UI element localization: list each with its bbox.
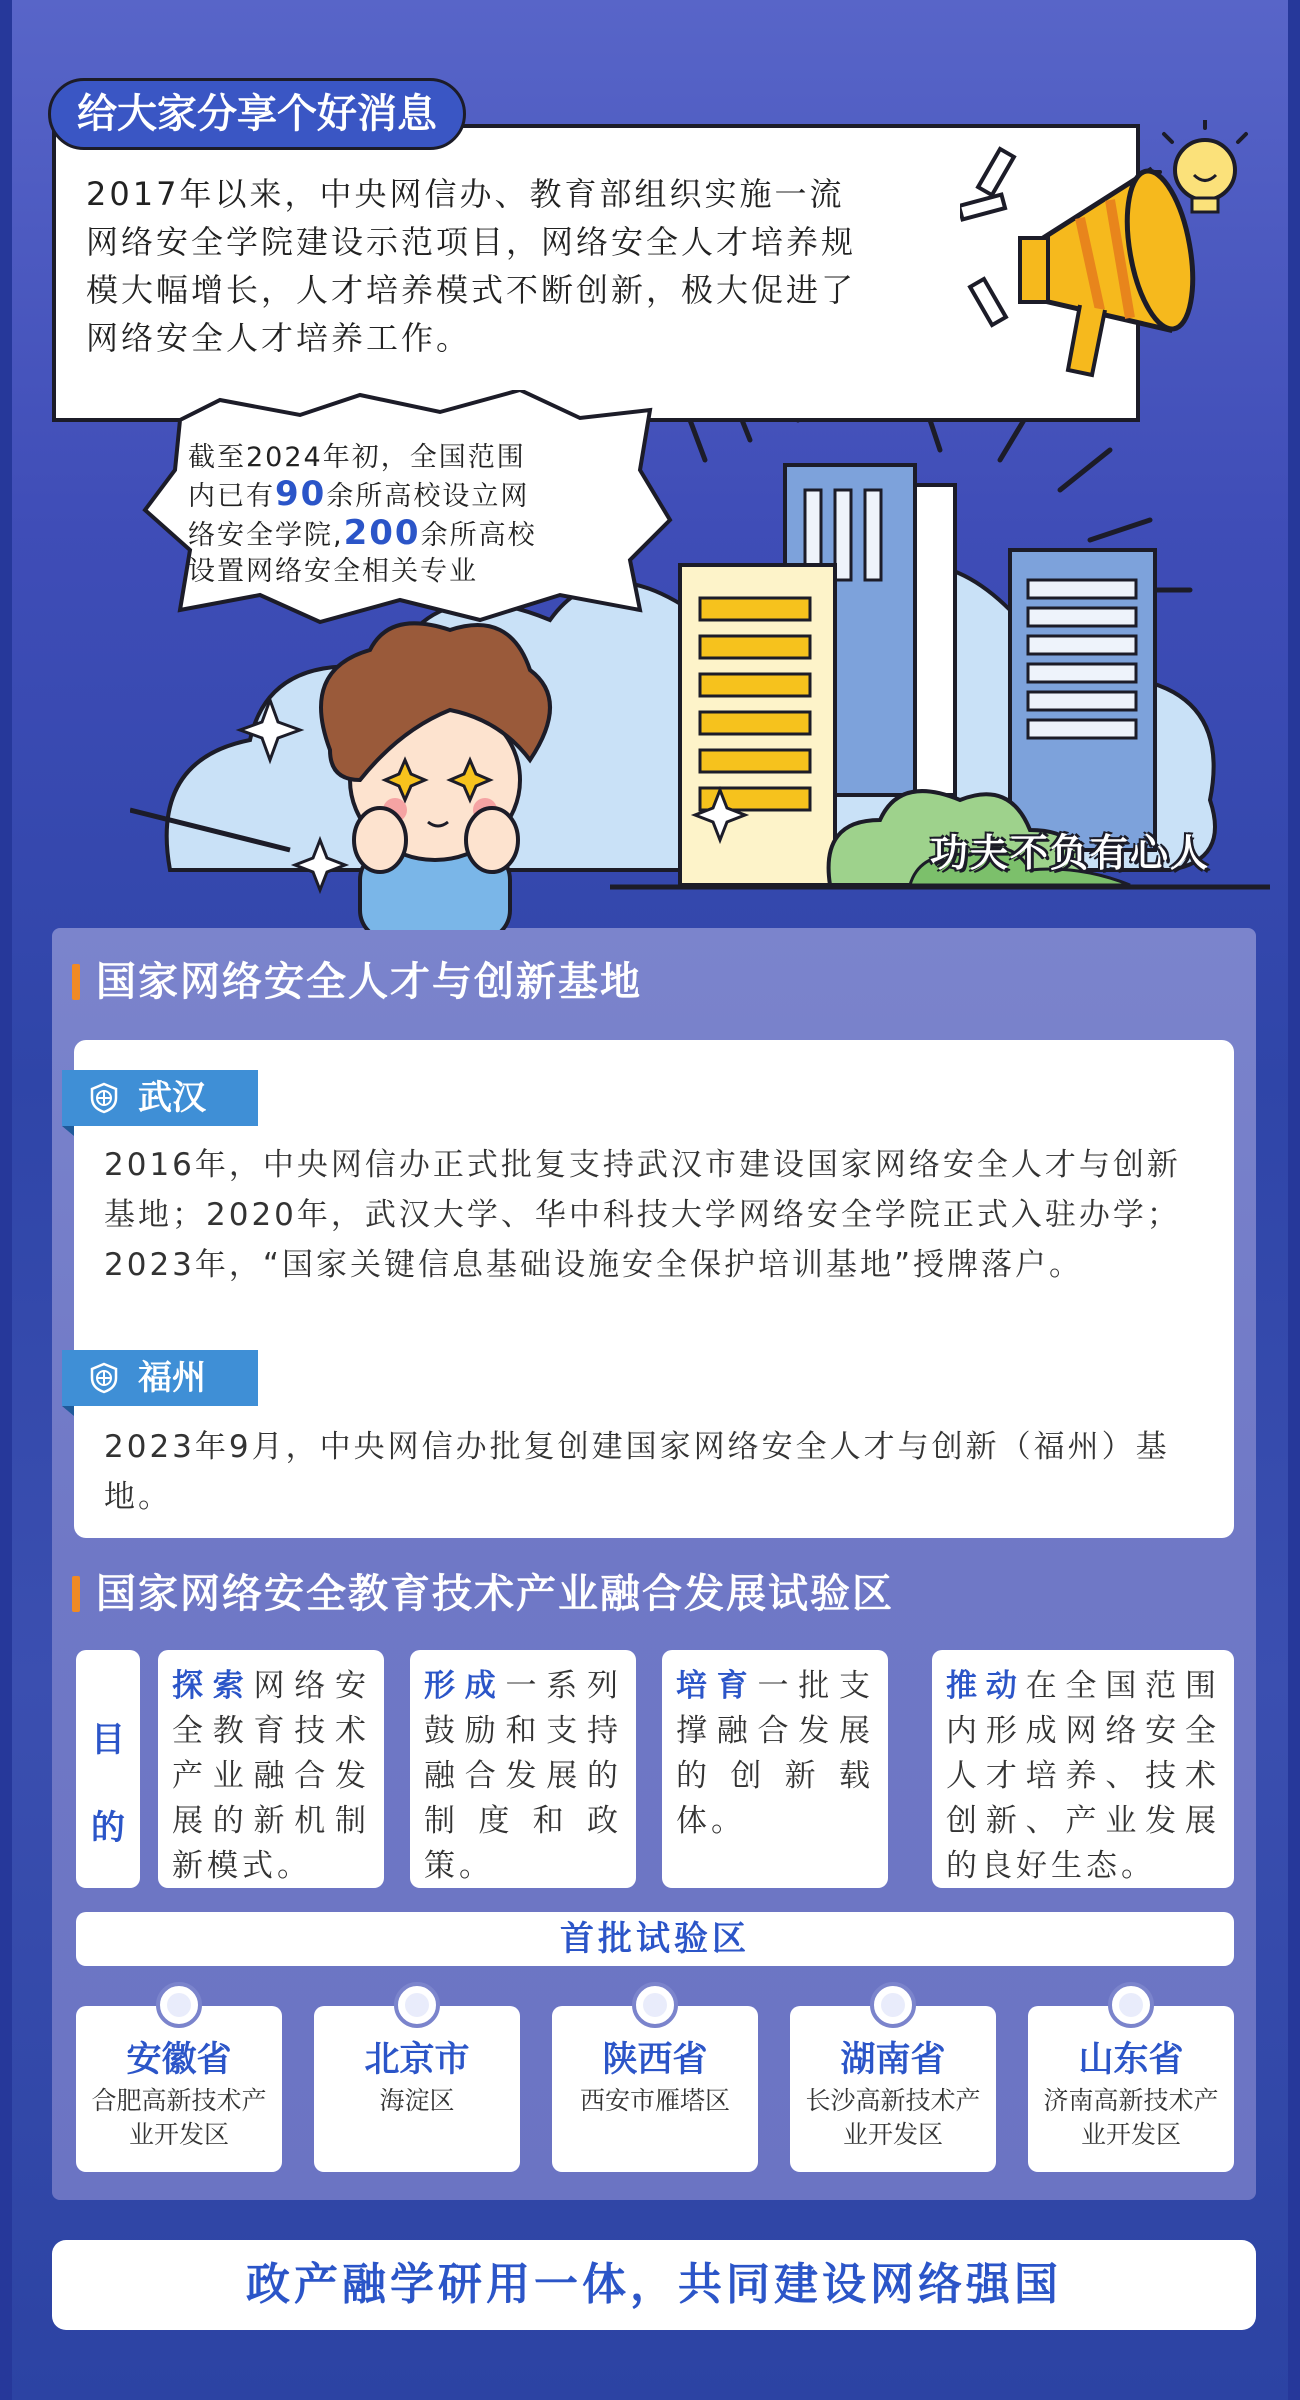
zone-area: 济南高新技术产业开发区 xyxy=(1043,2086,1219,2149)
wuhan-description: 2016年，中央网信办正式批复支持武汉市建设国家网络安全人才与创新基地；2020年，武汉大学、华中科技大学网络安全学院正式入驻办学；2023年，“国家关键信息基础设施安全保护培训基地”授牌落户。 xyxy=(104,1147,1181,1283)
base-card xyxy=(74,1040,1234,1538)
intro-line: 2017年以来，中央网信办、教育部组织实施一流 xyxy=(86,175,845,213)
bubble-line xyxy=(188,515,608,554)
zone-card-hunan xyxy=(790,2006,996,2172)
zone-area: 海淀区 xyxy=(379,2086,455,2115)
intro-line: 模大幅增长，人才培养模式不断创新，极大促进了 xyxy=(86,271,857,309)
goal-keyword: 培育 xyxy=(676,1668,758,1704)
megaphone-icon xyxy=(960,120,1260,400)
first-batch-title: 首批试验区 xyxy=(76,1912,1234,1966)
zone-area: 长沙高新技术产业开发区 xyxy=(805,2086,981,2149)
intro-line: 网络安全学院建设示范项目，网络安全人才培养规 xyxy=(86,223,857,261)
motto-text: 功夫不负有心人 xyxy=(930,831,1211,875)
girl-character xyxy=(230,610,630,930)
goal-card xyxy=(158,1650,384,1888)
goal-text: 一系列鼓励和支持融合发展的制度和政策。 xyxy=(424,1668,622,1884)
shield-globe-icon xyxy=(88,1082,120,1114)
goal-label-char: 目 xyxy=(91,1720,125,1760)
zone-area: 西安市雁塔区 xyxy=(579,2086,730,2115)
zone-area: 合肥高新技术产业开发区 xyxy=(91,2086,267,2149)
goal-label xyxy=(76,1650,140,1888)
goal-text: 一批支撑融合发展的创新载体。 xyxy=(676,1668,874,1839)
pin-icon xyxy=(156,1982,202,2028)
goal-keyword: 形成 xyxy=(424,1668,506,1704)
colleges-count: 90 xyxy=(275,474,327,514)
zone-province: 山东省 xyxy=(1078,2040,1184,2080)
zone-province: 北京市 xyxy=(364,2040,470,2080)
zone-province: 陕西省 xyxy=(602,2040,708,2080)
city-tag-label: 福州 xyxy=(138,1358,206,1398)
goal-keyword: 推动 xyxy=(946,1668,1026,1704)
info-panel xyxy=(52,928,1256,2200)
pin-icon xyxy=(394,1982,440,2028)
goal-card xyxy=(410,1650,636,1888)
bubble-text-part: 络安全学院, xyxy=(188,520,344,551)
section-title-zone: 国家网络安全教育技术产业融合发展试验区 xyxy=(72,1564,894,1624)
zone-province: 安徽省 xyxy=(126,2040,232,2080)
section-title-base: 国家网络安全人才与创新基地 xyxy=(72,952,642,1012)
zone-card-shandong xyxy=(1028,2006,1234,2172)
majors-count: 200 xyxy=(343,513,421,553)
goal-text: 网络安全教育技术产业融合发展的新机制新模式。 xyxy=(172,1668,370,1884)
zone-card-shaanxi xyxy=(552,2006,758,2172)
footer-slogan: 政产融学研用一体，共同建设网络强国 xyxy=(52,2240,1256,2330)
bubble-line: 截至2024年初，全国范围 xyxy=(188,442,526,473)
city-tag-wuhan xyxy=(62,1070,258,1126)
bubble-text xyxy=(188,440,608,590)
pin-icon xyxy=(632,1982,678,2028)
city-tag-label: 武汉 xyxy=(138,1078,206,1118)
zone-province: 湖南省 xyxy=(840,2040,946,2080)
city-tag-fuzhou xyxy=(62,1350,258,1406)
intro-line: 网络安全人才培养工作。 xyxy=(86,319,472,357)
goal-text: 在全国范围内形成网络安全人才培养、技术创新、产业发展的良好生态。 xyxy=(946,1668,1221,1884)
bubble-text-part: 余所高校 xyxy=(420,520,537,551)
bubble-line: 设置网络安全相关专业 xyxy=(188,556,478,587)
goal-card xyxy=(662,1650,888,1888)
bubble-line xyxy=(188,476,608,515)
zone-card-anhui xyxy=(76,2006,282,2172)
goal-card xyxy=(932,1650,1234,1888)
bubble-text-part: 余所高校设立网 xyxy=(326,481,530,512)
zone-card-beijing xyxy=(314,2006,520,2172)
bubble-text-part: 内已有 xyxy=(188,481,275,512)
fuzhou-description: 2023年9月，中央网信办批复创建国家网络安全人才与创新（福州）基地。 xyxy=(104,1429,1170,1515)
pin-icon xyxy=(1108,1982,1154,2028)
share-news-tag: 给大家分享个好消息 xyxy=(48,78,466,150)
goal-label-char: 的 xyxy=(91,1808,125,1848)
pin-icon xyxy=(870,1982,916,2028)
intro-text xyxy=(86,170,976,362)
goal-keyword: 探索 xyxy=(172,1668,254,1704)
shield-globe-icon xyxy=(88,1362,120,1394)
